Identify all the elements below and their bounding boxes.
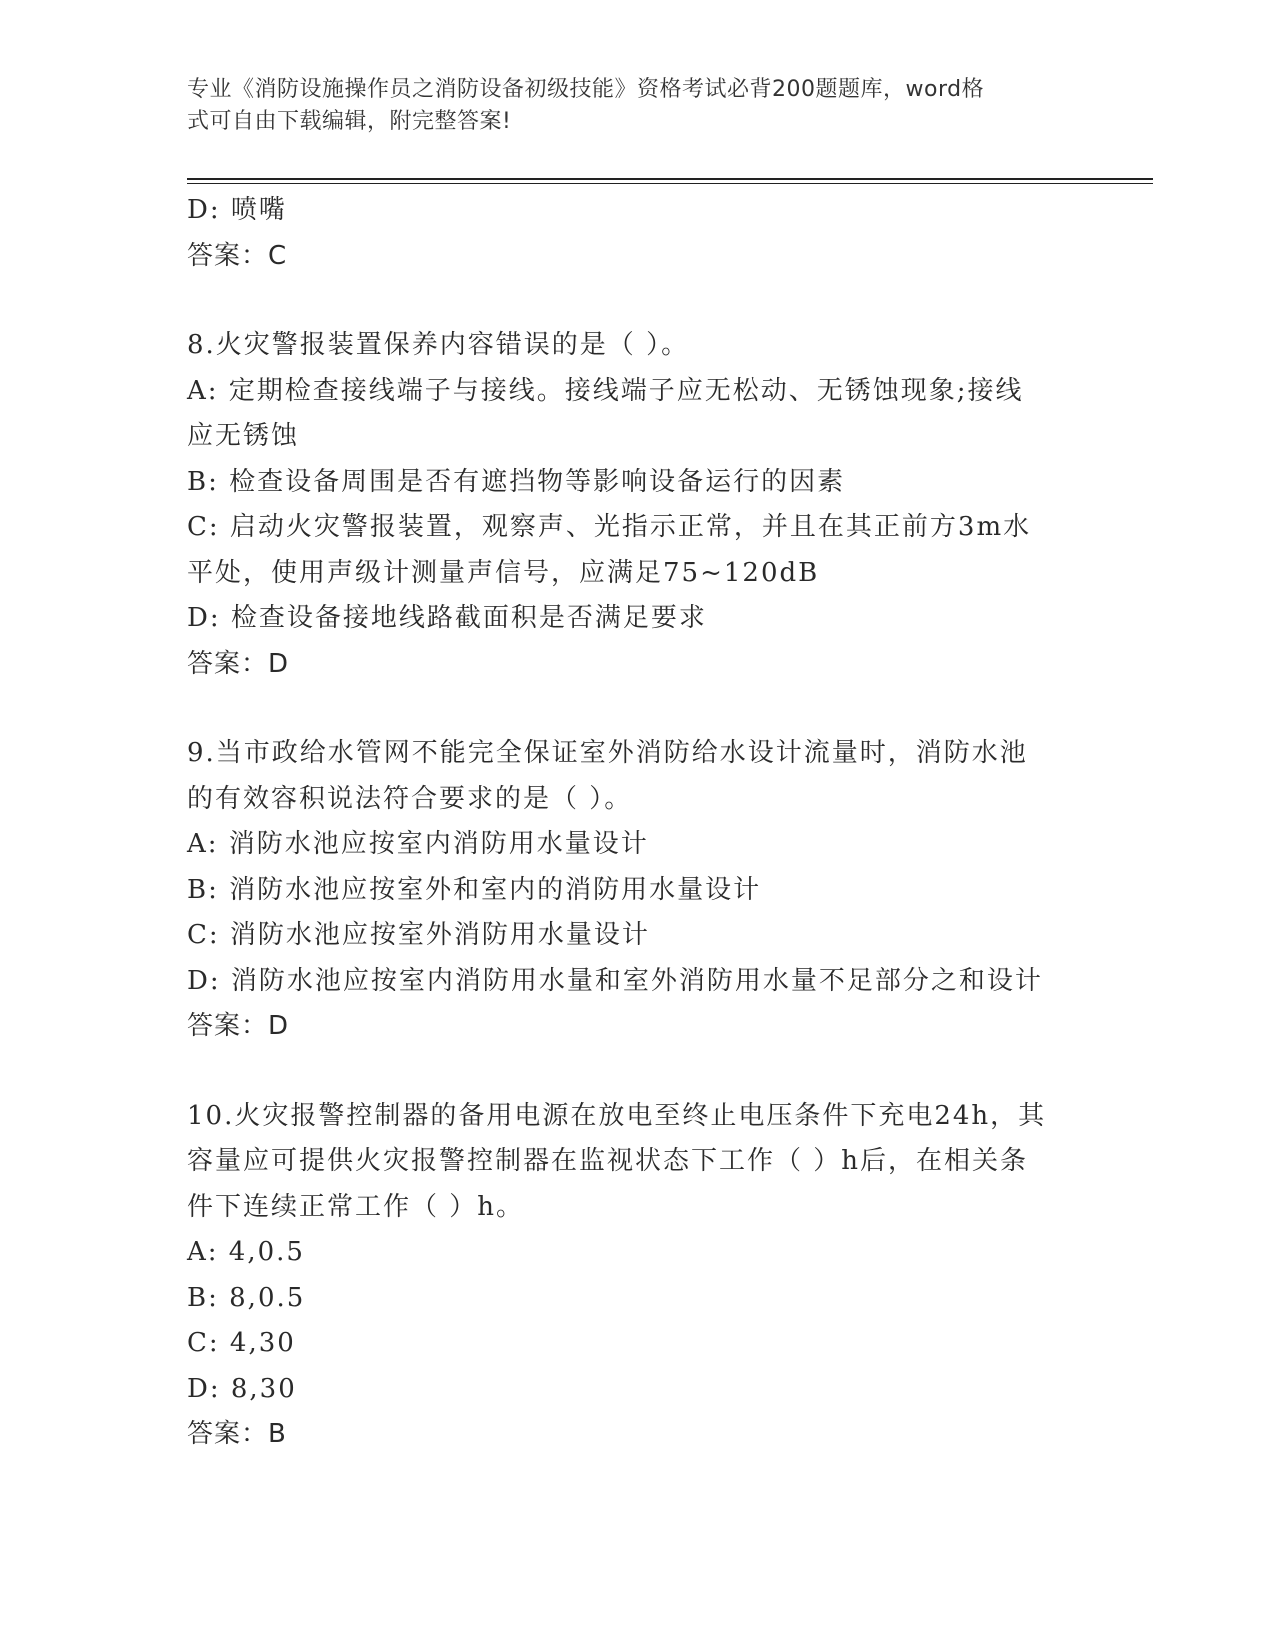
option-c: C: 4,30 xyxy=(187,1328,296,1358)
option-c: C: 启动火灾警报装置，观察声、光指示正常，并且在其正前方3m水 xyxy=(187,512,1032,542)
question-stem: 10.火灾报警控制器的备用电源在放电至终止电压条件下充电24h，其 xyxy=(187,1100,1047,1131)
question-9 xyxy=(187,731,1087,1050)
option-d: D: 8,30 xyxy=(187,1373,297,1404)
answer: 答案：C xyxy=(187,240,288,271)
header-line-1: 专业《消防设施操作员之消防设备初级技能》资格考试必背200题题库，word格 xyxy=(187,77,985,102)
question-content xyxy=(187,188,1087,1458)
answer: 答案：D xyxy=(187,1011,290,1041)
option-a: A: 4,0.5 xyxy=(187,1237,305,1267)
page-header xyxy=(187,74,1067,138)
option-b: B: 消防水池应按室外和室内的消防用水量设计 xyxy=(187,874,762,905)
option-d: D: 喷嘴 xyxy=(187,195,287,225)
question-stem-continued-2: 件下连续正常工作（ ）h。 xyxy=(187,1191,525,1222)
question-stem: 8.火灾警报装置保养内容错误的是（ ）。 xyxy=(187,330,690,360)
header-line-2: 式可自由下载编辑，附完整答案! xyxy=(187,109,512,134)
option-c-continued: 平处，使用声级计测量声信号，应满足75~120dB xyxy=(187,557,820,588)
question-8 xyxy=(187,323,1087,687)
question-stem-continued: 的有效容积说法符合要求的是（ ）。 xyxy=(187,783,633,814)
option-b: B: 8,0.5 xyxy=(187,1282,306,1313)
option-a: A: 定期检查接线端子与接线。接线端子应无松动、无锈蚀现象;接线 xyxy=(187,375,1024,406)
answer: 答案：B xyxy=(187,1419,287,1449)
option-d: D: 检查设备接地线路截面积是否满足要求 xyxy=(187,603,707,633)
option-b: B: 检查设备周围是否有遮挡物等影响设备运行的因素 xyxy=(187,466,846,497)
header-rule-thick xyxy=(187,178,1153,180)
option-c: C: 消防水池应按室外消防用水量设计 xyxy=(187,920,650,950)
answer: 答案：D xyxy=(187,648,290,679)
question-stem-continued: 容量应可提供火灾报警控制器在监视状态下工作（ ）h后，在相关条 xyxy=(187,1146,1029,1176)
option-d: D: 消防水池应按室内消防用水量和室外消防用水量不足部分之和设计 xyxy=(187,965,1043,996)
previous-question-tail xyxy=(187,188,1087,279)
option-a-continued: 应无锈蚀 xyxy=(187,421,300,451)
option-a: A: 消防水池应按室内消防用水量设计 xyxy=(187,829,649,859)
header-rule-thin xyxy=(187,183,1153,184)
question-10 xyxy=(187,1094,1087,1458)
question-stem: 9.当市政给水管网不能完全保证室外消防给水设计流量时，消防水池 xyxy=(187,738,1028,768)
